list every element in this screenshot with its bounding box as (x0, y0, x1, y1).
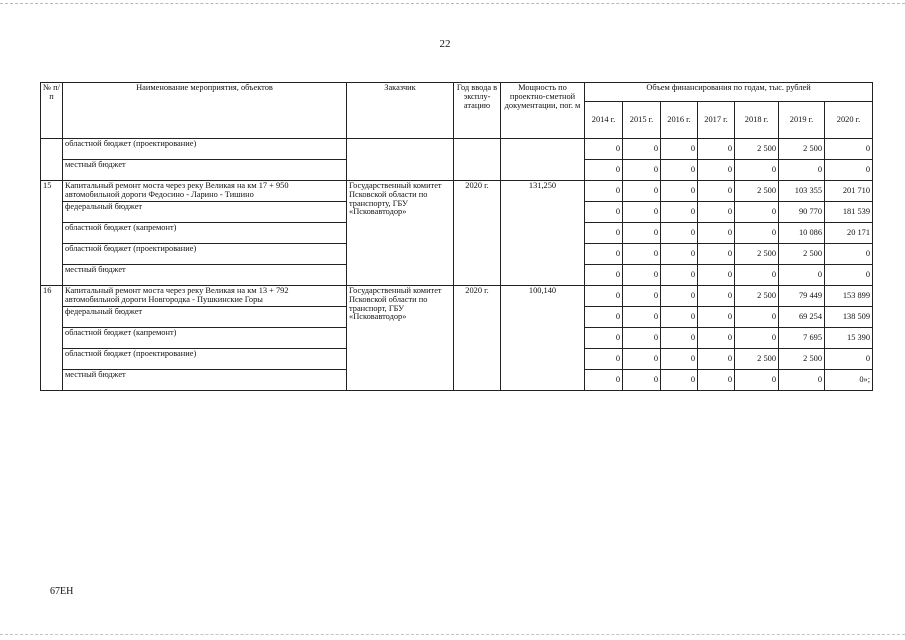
cell-2018: 2 500 (735, 349, 779, 370)
cell-2016: 0 (661, 349, 698, 370)
footer-code: 67EH (50, 586, 74, 597)
cell-2014: 0 (585, 244, 623, 265)
cell-year: 2020 г. (454, 286, 501, 391)
cell-2019: 103 355 (779, 181, 825, 202)
cell-2014: 0 (585, 181, 623, 202)
cell-2020: 201 710 (825, 181, 873, 202)
cell-2015: 0 (623, 286, 661, 307)
cell-2016: 0 (661, 286, 698, 307)
header-year: Год ввода в эксплу-атацию (454, 83, 501, 139)
cell-2016: 0 (661, 244, 698, 265)
cell-2018: 0 (735, 160, 779, 181)
cell-2015: 0 (623, 160, 661, 181)
cell-num: 15 (41, 181, 63, 286)
cell-2015: 0 (623, 202, 661, 223)
cell-2016: 0 (661, 328, 698, 349)
cell-2018: 0 (735, 265, 779, 286)
cell-2016: 0 (661, 139, 698, 160)
cell-2014: 0 (585, 139, 623, 160)
cell-name: Капитальный ремонт моста через реку Великая на км 17 + 950 автомобильной дороги Федосино - Ларино - Тишино (63, 181, 347, 202)
budget-table (40, 82, 873, 391)
cell-2018: 0 (735, 223, 779, 244)
cell-2017: 0 (698, 328, 735, 349)
cell-2017: 0 (698, 223, 735, 244)
cell-2019: 69 254 (779, 307, 825, 328)
cell-2018: 2 500 (735, 181, 779, 202)
cell-name: федеральный бюджет (63, 202, 347, 223)
cell-capacity: 100,140 (501, 286, 585, 391)
cell-2015: 0 (623, 181, 661, 202)
cell-2020: 0 (825, 160, 873, 181)
cell-2018: 0 (735, 328, 779, 349)
cell-2017: 0 (698, 307, 735, 328)
cell-year-blank (454, 139, 501, 181)
cell-2015: 0 (623, 328, 661, 349)
cell-customer: Государственный комитет Псковской области по транспорту, ГБУ «Псковавтодор» (347, 181, 454, 286)
cell-2016: 0 (661, 307, 698, 328)
cell-name: областной бюджет (проектирование) (63, 139, 347, 160)
header-capacity: Мощность по проектно-сметной документации, пог. м (501, 83, 585, 139)
cell-2017: 0 (698, 202, 735, 223)
cell-name: Капитальный ремонт моста через реку Великая на км 13 + 792 автомобильной дороги Новгородка - Пушкинские Горы (63, 286, 347, 307)
cell-2014: 0 (585, 286, 623, 307)
cell-name: местный бюджет (63, 370, 347, 391)
cell-2019: 79 449 (779, 286, 825, 307)
cell-capacity-blank (501, 139, 585, 181)
cell-2020: 181 539 (825, 202, 873, 223)
cell-2017: 0 (698, 244, 735, 265)
cell-2019: 90 770 (779, 202, 825, 223)
cell-2020: 0 (825, 244, 873, 265)
cell-2019: 0 (779, 160, 825, 181)
cell-2014: 0 (585, 307, 623, 328)
cell-2014: 0 (585, 370, 623, 391)
cell-2017: 0 (698, 286, 735, 307)
header-year-2015: 2015 г. (623, 102, 661, 139)
cell-2019: 0 (779, 370, 825, 391)
header-num: № п/п (41, 83, 63, 139)
header-funding: Объем финансирования по годам, тыс. рублей (585, 83, 873, 102)
cell-2020: 0 (825, 265, 873, 286)
cell-2015: 0 (623, 139, 661, 160)
cell-name: областной бюджет (капремонт) (63, 223, 347, 244)
cell-2014: 0 (585, 160, 623, 181)
cell-2015: 0 (623, 244, 661, 265)
cell-2018: 0 (735, 370, 779, 391)
header-year-2014: 2014 г. (585, 102, 623, 139)
cell-year: 2020 г. (454, 181, 501, 286)
cell-2020: 138 509 (825, 307, 873, 328)
page-number: 22 (439, 38, 451, 50)
cell-2015: 0 (623, 370, 661, 391)
cell-name: местный бюджет (63, 160, 347, 181)
cell-2017: 0 (698, 181, 735, 202)
table-row-object-15 (41, 181, 873, 202)
cell-2019: 2 500 (779, 139, 825, 160)
cell-name: областной бюджет (капремонт) (63, 328, 347, 349)
header-year-2017: 2017 г. (698, 102, 735, 139)
cell-num: 16 (41, 286, 63, 391)
cell-customer: Государственный комитет Псковской области по транспорт, ГБУ «Псковавтодор» (347, 286, 454, 391)
cell-2018: 2 500 (735, 139, 779, 160)
cell-2017: 0 (698, 370, 735, 391)
cell-2020: 20 171 (825, 223, 873, 244)
cell-2019: 0 (779, 265, 825, 286)
header-year-2018: 2018 г. (735, 102, 779, 139)
header-year-2016: 2016 г. (661, 102, 698, 139)
header-row-1 (41, 83, 873, 102)
cell-name: областной бюджет (проектирование) (63, 244, 347, 265)
cell-2016: 0 (661, 265, 698, 286)
cell-2015: 0 (623, 307, 661, 328)
header-year-2019: 2019 г. (779, 102, 825, 139)
header-customer: Заказчик (347, 83, 454, 139)
cell-2020: 153 899 (825, 286, 873, 307)
cell-capacity: 131,250 (501, 181, 585, 286)
cell-2020: 0 (825, 349, 873, 370)
cell-2019: 7 695 (779, 328, 825, 349)
cell-2017: 0 (698, 160, 735, 181)
cell-2014: 0 (585, 202, 623, 223)
cell-2020: 0»; (825, 370, 873, 391)
cell-customer-blank (347, 139, 454, 181)
cell-2017: 0 (698, 265, 735, 286)
cell-2016: 0 (661, 202, 698, 223)
cell-2018: 2 500 (735, 286, 779, 307)
cell-2020: 15 390 (825, 328, 873, 349)
cell-2016: 0 (661, 181, 698, 202)
cell-name: областной бюджет (проектирование) (63, 349, 347, 370)
cell-2015: 0 (623, 349, 661, 370)
cell-2015: 0 (623, 223, 661, 244)
cell-name: местный бюджет (63, 265, 347, 286)
cell-2017: 0 (698, 349, 735, 370)
cell-2019: 10 086 (779, 223, 825, 244)
cell-2016: 0 (661, 223, 698, 244)
bottom-scan-edge (0, 634, 905, 635)
cell-2014: 0 (585, 349, 623, 370)
cell-2016: 0 (661, 160, 698, 181)
table-row-object-16 (41, 286, 873, 307)
cell-num-blank (41, 139, 63, 181)
cell-name: федеральный бюджет (63, 307, 347, 328)
cell-2014: 0 (585, 265, 623, 286)
header-name: Наименование мероприятия, объектов (63, 83, 347, 139)
header-year-2020: 2020 г. (825, 102, 873, 139)
cell-2018: 2 500 (735, 244, 779, 265)
cell-2018: 0 (735, 202, 779, 223)
cell-2017: 0 (698, 139, 735, 160)
cell-2016: 0 (661, 370, 698, 391)
cell-2019: 2 500 (779, 349, 825, 370)
cell-2019: 2 500 (779, 244, 825, 265)
cell-2020: 0 (825, 139, 873, 160)
cell-2015: 0 (623, 265, 661, 286)
table-row (41, 139, 873, 160)
cell-2014: 0 (585, 328, 623, 349)
cell-2018: 0 (735, 307, 779, 328)
cell-2014: 0 (585, 223, 623, 244)
top-scan-edge (0, 3, 905, 4)
